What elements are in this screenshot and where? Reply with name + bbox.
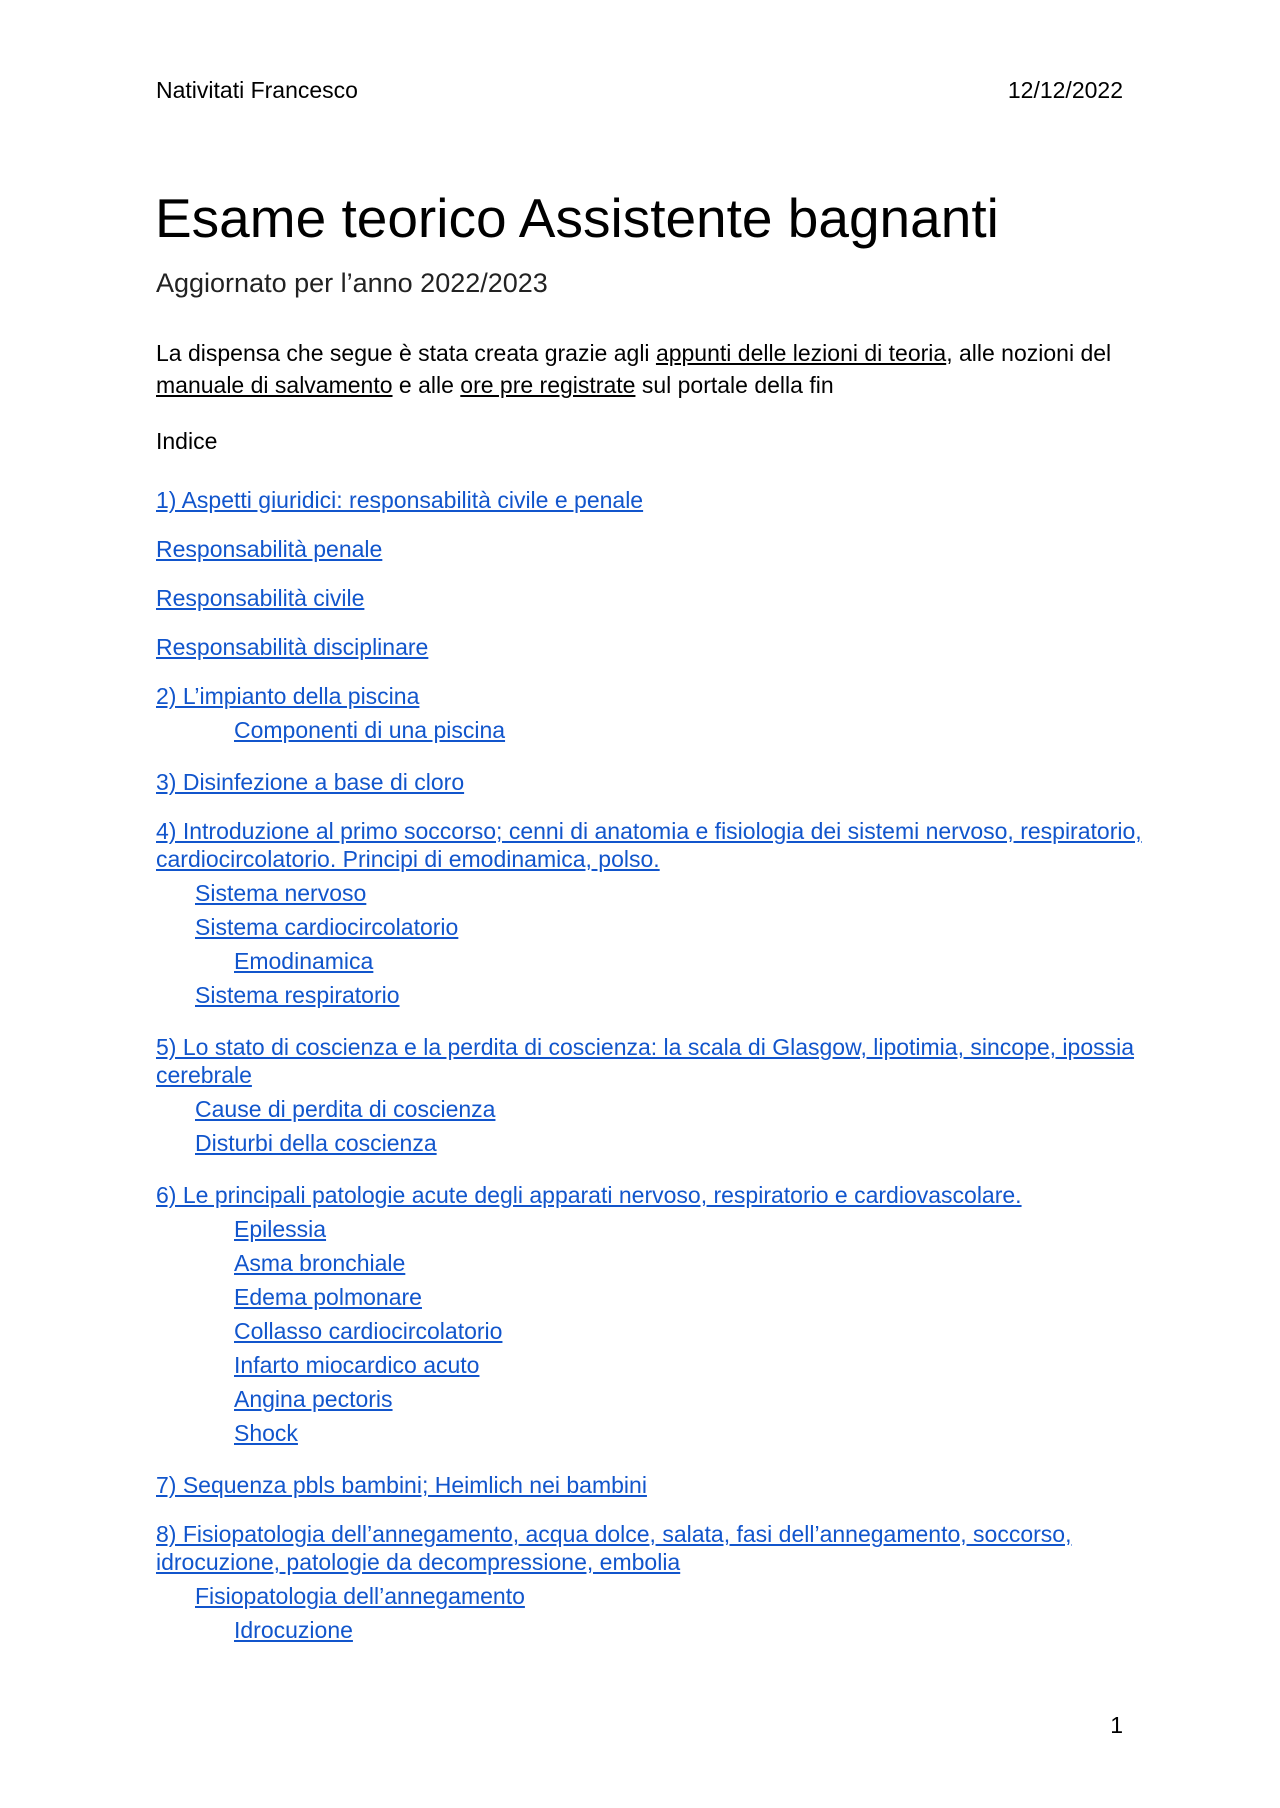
- toc-link-fisiopatologia-annegamento[interactable]: Fisiopatologia dell’annegamento: [195, 1583, 525, 1609]
- header-date: 12/12/2022: [1007, 77, 1123, 103]
- toc-link-idrocuzione[interactable]: Idrocuzione: [234, 1617, 353, 1643]
- toc-link-infarto-miocardico[interactable]: Infarto miocardico acuto: [234, 1352, 480, 1378]
- toc-link-sistema-respiratorio[interactable]: Sistema respiratorio: [195, 982, 400, 1008]
- toc-link-responsabilita-penale[interactable]: Responsabilità penale: [156, 536, 383, 562]
- document-subtitle: Aggiornato per l’anno 2022/2023: [156, 268, 548, 298]
- toc-link-disturbi-coscienza[interactable]: Disturbi della coscienza: [195, 1130, 437, 1156]
- toc-link-angina-pectoris[interactable]: Angina pectoris: [234, 1386, 393, 1412]
- index-label: Indice: [156, 428, 218, 454]
- document-title: Esame teorico Assistente bagnanti: [155, 187, 999, 249]
- intro-text-3: e alle: [392, 372, 461, 398]
- intro-underline-2: manuale di salvamento: [156, 372, 393, 398]
- intro-text-1: La dispensa che segue è stata creata grazie agli: [156, 340, 656, 366]
- toc-link-sistema-cardiocircolatorio[interactable]: Sistema cardiocircolatorio: [195, 914, 459, 940]
- toc-link-sistema-nervoso[interactable]: Sistema nervoso: [195, 880, 367, 906]
- intro-text-4: sul portale della fin: [635, 372, 834, 398]
- toc-link-5-stato-coscienza[interactable]: 5) Lo stato di coscienza e la perdita di coscienza: la scala di Glasgow, lipotimia, sincope, ipossia cerebrale: [156, 1034, 1135, 1088]
- toc-link-asma-bronchiale[interactable]: Asma bronchiale: [234, 1250, 406, 1276]
- toc-link-responsabilita-disciplinare[interactable]: Responsabilità disciplinare: [156, 634, 429, 660]
- toc-link-2-impianto-piscina[interactable]: 2) L’impianto della piscina: [156, 683, 420, 709]
- toc-link-7-pbls-bambini[interactable]: 7) Sequenza pbls bambini; Heimlich nei bambini: [156, 1472, 647, 1498]
- intro-paragraph: [156, 337, 1136, 401]
- toc-link-cause-perdita-coscienza[interactable]: Cause di perdita di coscienza: [195, 1096, 496, 1122]
- table-of-contents: [156, 486, 1156, 1647]
- toc-link-1-aspetti-giuridici[interactable]: 1) Aspetti giuridici: responsabilità civile e penale: [156, 487, 644, 513]
- toc-link-3-disinfezione[interactable]: 3) Disinfezione a base di cloro: [156, 769, 465, 795]
- intro-text-2: , alle nozioni del: [946, 340, 1112, 366]
- toc-link-8-annegamento[interactable]: 8) Fisiopatologia dell’annegamento, acqua dolce, salata, fasi dell’annegamento, soccorso, idrocuzione, patologie da decompressione, embolia: [156, 1521, 1072, 1575]
- toc-link-componenti-piscina[interactable]: Componenti di una piscina: [234, 717, 506, 743]
- toc-link-collasso-cardiocircolatorio[interactable]: Collasso cardiocircolatorio: [234, 1318, 503, 1344]
- toc-link-edema-polmonare[interactable]: Edema polmonare: [234, 1284, 422, 1310]
- page-number: 1: [1110, 1712, 1123, 1738]
- toc-link-4-primo-soccorso[interactable]: 4) Introduzione al primo soccorso; cenni di anatomia e fisiologia dei sistemi nervoso, respiratorio, cardiocircolatorio. Principi di emodinamica, polso.: [156, 818, 1142, 872]
- header-author: Nativitati Francesco: [156, 77, 358, 103]
- toc-link-emodinamica[interactable]: Emodinamica: [234, 948, 374, 974]
- toc-link-shock[interactable]: Shock: [234, 1420, 298, 1446]
- toc-link-responsabilita-civile[interactable]: Responsabilità civile: [156, 585, 365, 611]
- toc-link-6-patologie-acute[interactable]: 6) Le principali patologie acute degli apparati nervoso, respiratorio e cardiovascolare.: [156, 1182, 1022, 1208]
- intro-underline-3: ore pre registrate: [460, 372, 636, 398]
- toc-link-epilessia[interactable]: Epilessia: [234, 1216, 327, 1242]
- intro-underline-1: appunti delle lezioni di teoria: [655, 340, 947, 366]
